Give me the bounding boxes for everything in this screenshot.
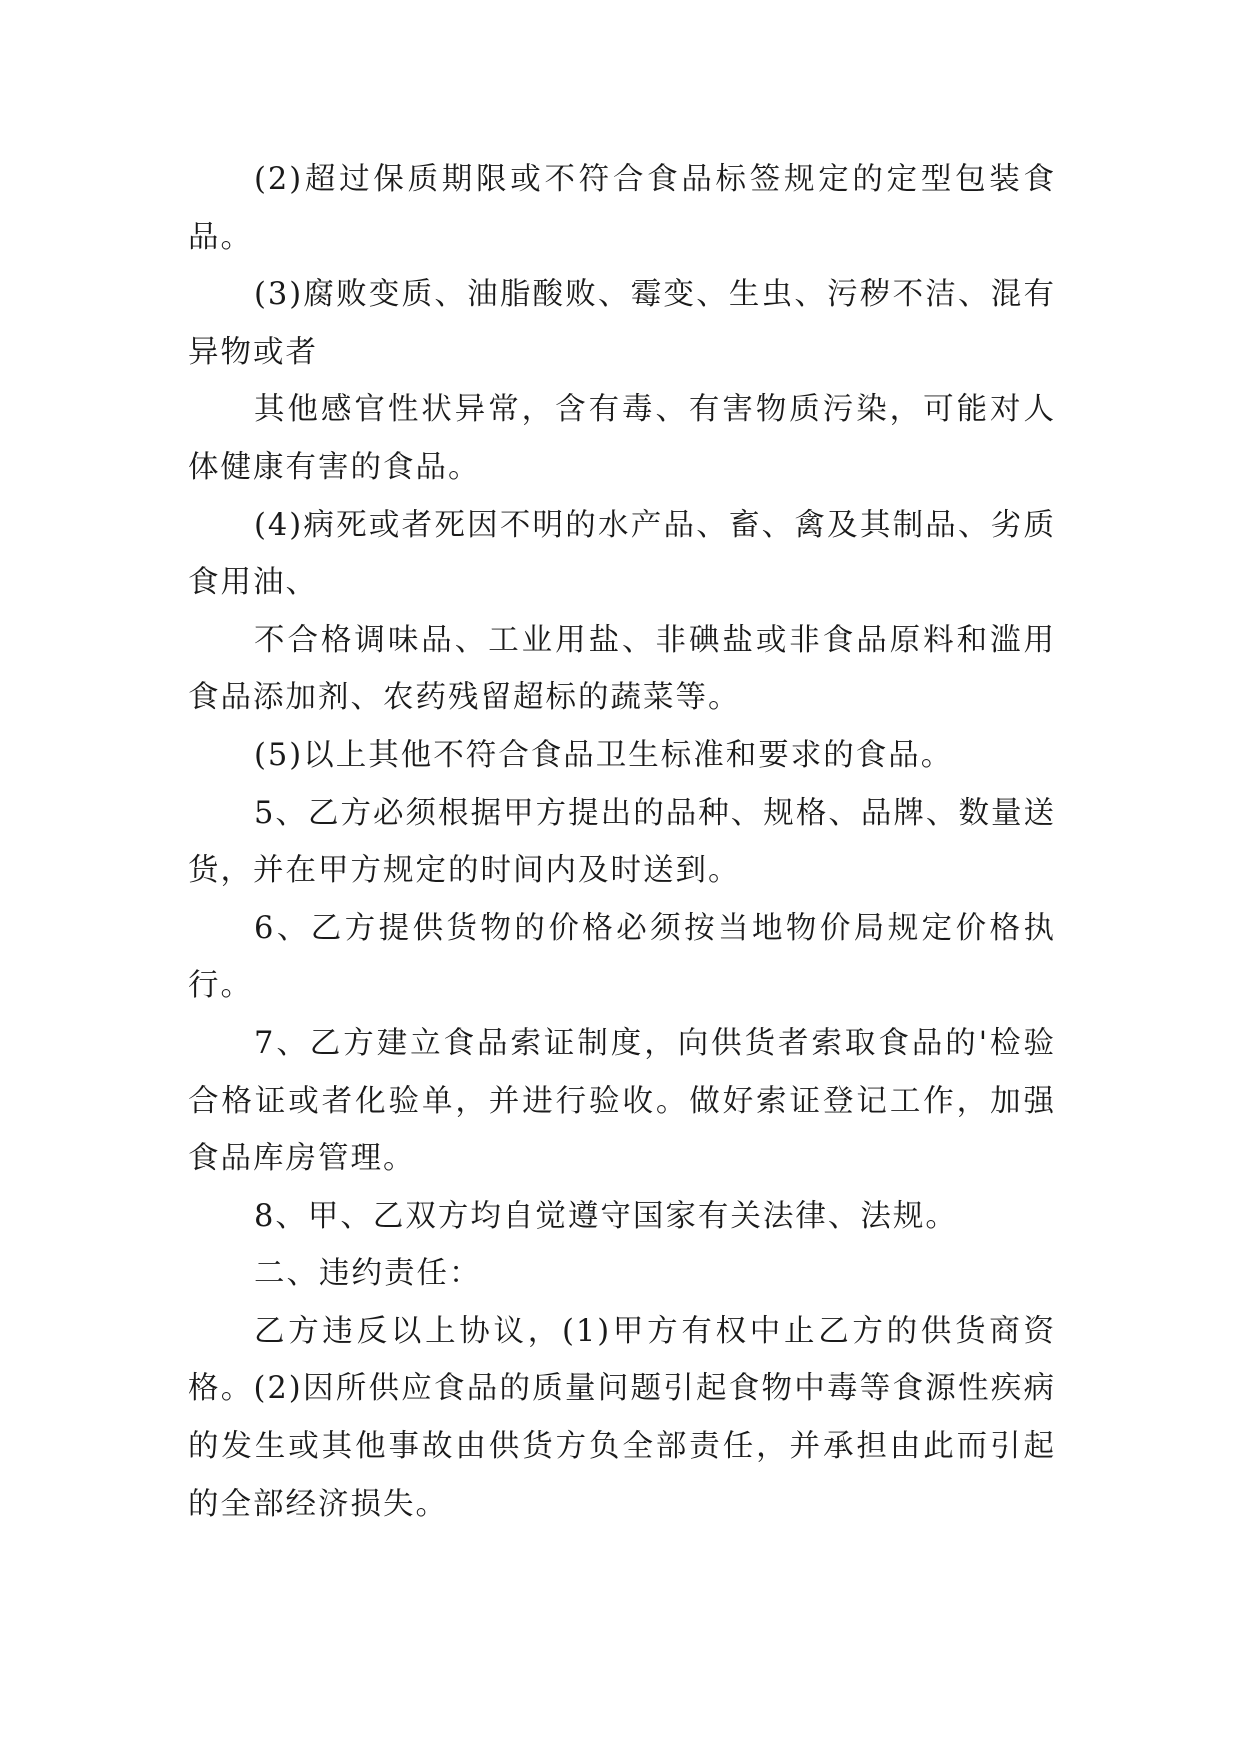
paragraph-clause-8-law: 8、甲、乙双方均自觉遵守国家有关法律、法规。 — [254, 1198, 958, 1234]
paragraph-item-5-other: (5)以上其他不符合食品卫生标准和要求的食品。 — [254, 737, 954, 773]
paragraph-item-4-dead-animals: (4)病死或者死因不明的水产品、畜、禽及其制品、劣质食用油、 — [188, 507, 1056, 601]
paragraph-clause-7-certificates: 7、乙方建立食品索证制度，向供货者索取食品的'检验合格证或者化验单，并进行验收。做好索证登记工作，加强食品库房管理。 — [188, 1025, 1056, 1177]
paragraph-clause-5-delivery: 5、乙方必须根据甲方提出的品种、规格、品牌、数量送货，并在甲方规定的时间内及时送到。 — [188, 795, 1056, 889]
paragraph-item-2-expired: (2)超过保质期限或不符合食品标签规定的定型包装食品。 — [188, 162, 1056, 255]
paragraph-liability-detail: 乙方违反以上协议，(1)甲方有权中止乙方的供货商资格。(2)因所供应食品的质量问题引起食物中毒等食源性疾病的发生或其他事故由供货方负全部责任，并承担由此而引起的全部经济损失。 — [188, 1313, 1056, 1522]
paragraph-item-4-continued: 不合格调味品、工业用盐、非碘盐或非食品原料和滥用食品添加剂、农药残留超标的蔬菜等。 — [188, 622, 1056, 716]
section-heading-liability: 二、违约责任： — [254, 1256, 482, 1292]
document-body — [188, 151, 1056, 1533]
paragraph-item-3-spoiled: (3)腐败变质、油脂酸败、霉变、生虫、污秽不洁、混有异物或者 — [188, 277, 1056, 370]
paragraph-clause-6-price: 6、乙方提供货物的价格必须按当地物价局规定价格执行。 — [188, 910, 1056, 1004]
paragraph-item-3-continued: 其他感官性状异常，含有毒、有害物质污染，可能对人体健康有害的食品。 — [188, 392, 1056, 485]
